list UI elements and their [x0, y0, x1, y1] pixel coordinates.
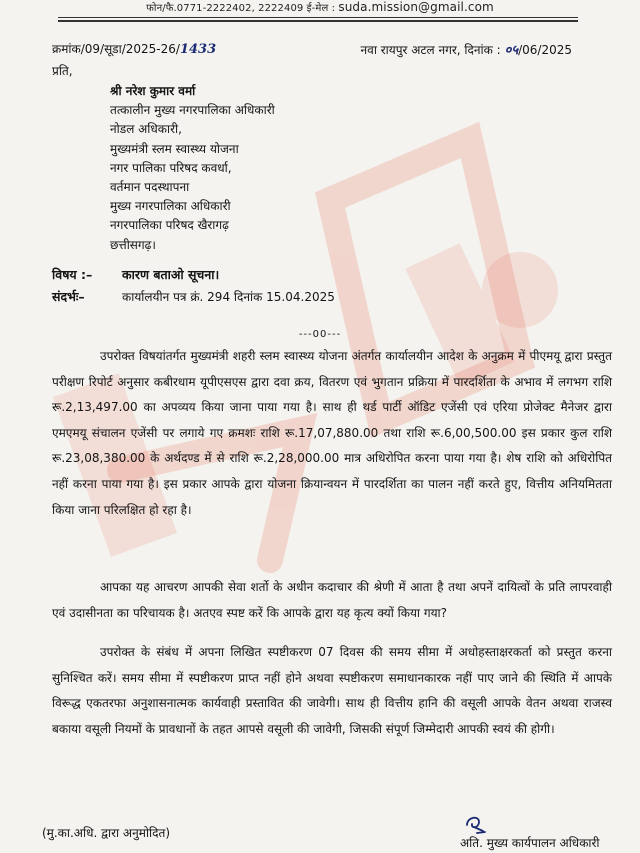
reference-text: कार्यालयीन पत्र क्रं. 294 दिनांक 15.04.2025: [122, 290, 335, 304]
date-rest: /06/2025: [518, 43, 572, 57]
addressee-line: छत्तीसगढ़।: [110, 237, 156, 252]
signatory-designation: अति. मुख्य कार्यपालन अधिकारी: [460, 836, 600, 850]
contact-phone: फोन/फै.0771-2222402, 2222409: [146, 3, 304, 14]
section-divider: ---00---: [298, 329, 342, 340]
addressee-line: नगर पालिका परिषद कवर्धा,: [110, 160, 232, 175]
paragraph-misconduct: आपका यह आचरण आपकी सेवा शर्तो के अधीन कदाचार की श्रेणी में आता है तथा अपनें दायित्वों के प्रति लापरवाही एवं उदासीनता का परिचायक है। अतएव स्पष्ट करें कि आपके द्वारा यह कृत्य क्यों किया गया?: [52, 580, 612, 620]
addressee-line: वर्तमान पदस्थापना: [110, 180, 190, 195]
place-date: नवा रायपुर अटल नगर, दिनांक : ०५/06/2025: [360, 43, 572, 58]
contact-email: suda.mission@gmail.com: [338, 0, 494, 14]
addressee-line: मुख्य नगरपालिका अधिकारी: [110, 199, 231, 214]
letterhead-rule-thin: [58, 17, 578, 18]
paragraph-findings: उपरोक्त विषयांतर्गत मुख्यमंत्री शहरी स्लम स्वास्थ्य योजना अंतर्गत कार्यालयीन आदेश के अनुक्रम में पीएमयू द्वारा प्रस्तुत परीक्षण रिपोर्ट अनुसार कबीरधाम यूपीएसएस द्वारा दवा क्रय, वितरण एवं भुगतान प्रक्रिया में पारदर्शिता के अभाव में लगभग राशि रू.2,13,497.00 का अपव्यय किया जाना पाया गया है। साथ ही थर्ड पार्टी ऑडिट एजेंसी एवं एरिया प्रोजेक्ट मैनेजर द्वारा एमएमयू संचालन एजेंसी पर लगाये गए क्रमशः राशि रू.17,07,880.00 तथा राशि रू.6,00,500.00 इस प्रकार कुल राशि रू.23,08,380.00 के अर्थदण्ड में से राशि रू.2,28,000.00 मात्र अधिरोपित करना पाया गया है। शेष राशि को अधिरोपित नहीं करना पाया गया है। इस प्रकार आपके द्वारा योजना क्रियान्वयन में पारदर्शिता का पालन नहीं करते हुए, वित्तीय अनियमितता किया जाना परिलक्षित हो रहा है।: [52, 349, 612, 517]
signature-mark: [463, 813, 487, 835]
date-handwritten: ०५: [504, 43, 519, 58]
approval-note: (मु.का.अधि. द्वारा अनुमोदित): [42, 826, 171, 840]
addressee-line: नोडल अधिकारी,: [110, 122, 182, 137]
paragraph-explanation-request: उपरोक्त के संबंध में अपना लिखित स्पष्टीकरण 07 दिवस की समय सीमा में अधोहस्ताक्षरकर्ता को प्रस्तुत करना सुनिश्चित करें। समय सीमा में स्पष्टीकरण प्राप्त नहीं होने अथवा स्पष्टीकरण समाधानकारक नहीं पाए जाने की स्थिति में आपके विरूद्ध एकतरफा अनुशासनात्मक कार्यवाही प्रस्तावित की जावेगी। साथ ही वित्तीय हानि की वसूली आपके वेतन अथवा राजस्व बकाया वसूली नियमों के प्रावधानों के तहत आपसे वसूली की जावेगी, जिसकी संपूर्ण जिम्मेदारी आपकी स्वयं की होगी।: [52, 645, 612, 736]
addressee-block: [110, 82, 275, 255]
letter-number-handwritten: 1433: [179, 42, 217, 57]
reference-label: संदर्भः–: [52, 289, 85, 304]
to-label: प्रति,: [52, 64, 73, 78]
letterhead-rule-thick: [58, 20, 578, 22]
contact-email-label: ई-मेल :: [306, 3, 336, 14]
addressee-line: तत्कालीन मुख्य नगरपालिका अधिकारी: [110, 103, 275, 118]
letterhead-contact: [0, 0, 640, 16]
addressee-name: श्री नरेश कुमार वर्मा: [110, 84, 196, 98]
addressee-line: नगरपालिका परिषद खैरागढ़: [110, 218, 229, 233]
subject-label: विषय :–: [52, 267, 93, 282]
addressee-line: मुख्यमंत्री स्लम स्वास्थ्य योजना: [110, 141, 239, 156]
subject-text: कारण बताओ सूचना।: [122, 267, 220, 282]
letter-number: क्रमांक/09/सूडा/2025-26/1433: [52, 42, 217, 57]
